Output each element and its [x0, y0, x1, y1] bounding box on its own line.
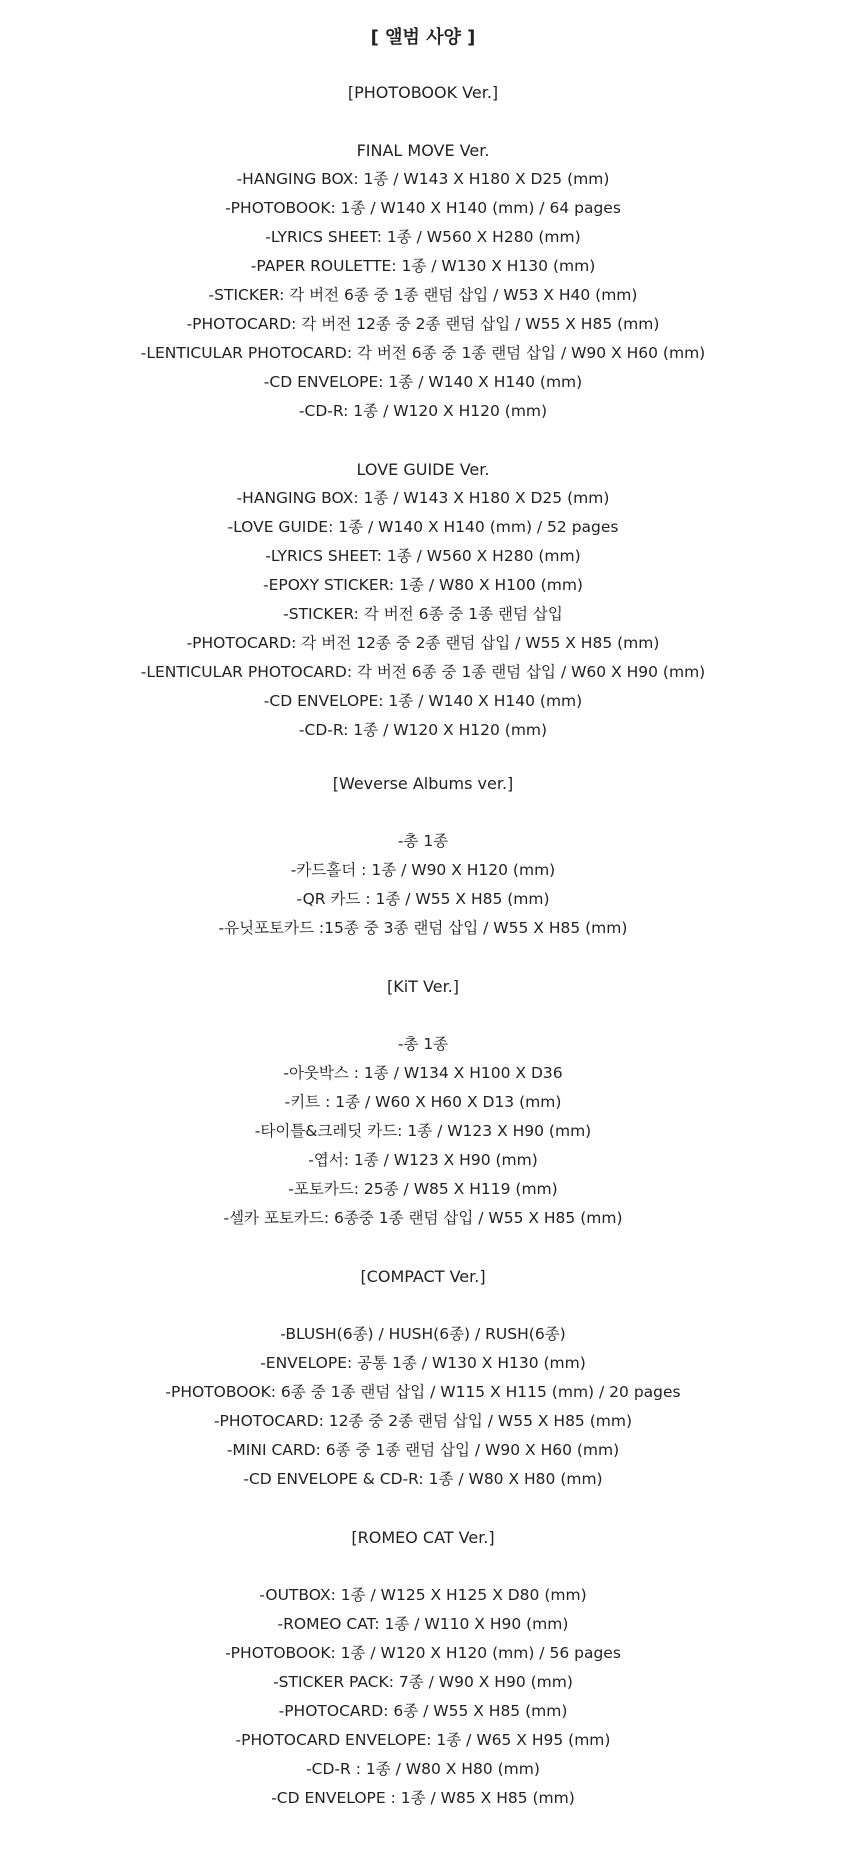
spec-line: -PHOTOCARD: 각 버전 12종 중 2종 랜덤 삽입 / W55 X H85 (mm) — [186, 315, 660, 333]
weverse-heading: [Weverse Albums ver.] — [332, 774, 514, 793]
spec-line: -HANGING BOX: 1종 / W143 X H180 X D25 (mm) — [236, 489, 610, 507]
spec-line: -PHOTOCARD: 각 버전 12종 중 2종 랜덤 삽입 / W55 X H85 (mm) — [186, 634, 660, 652]
romeo-cat-section — [0, 1523, 846, 1813]
kit-section — [0, 972, 846, 1233]
spec-line: -엽서: 1종 / W123 X H90 (mm) — [308, 1151, 538, 1169]
final-move-section — [0, 136, 846, 426]
spec-line: -PHOTOBOOK: 6종 중 1종 랜덤 삽입 / W115 X H115 (mm) / 20 pages — [165, 1383, 681, 1401]
spec-line: -STICKER: 각 버전 6종 중 1종 랜덤 삽입 / W53 X H40 (mm) — [208, 286, 638, 304]
spec-line: -LENTICULAR PHOTOCARD: 각 버전 6종 중 1종 랜덤 삽입 / W90 X H60 (mm) — [140, 344, 706, 362]
spec-line: -PHOTOCARD: 12종 중 2종 랜덤 삽입 / W55 X H85 (mm) — [213, 1412, 633, 1430]
photobook-heading: [PHOTOBOOK Ver.] — [347, 83, 499, 102]
spec-line: -ENVELOPE: 공통 1종 / W130 X H130 (mm) — [260, 1354, 586, 1372]
spec-line: -카드홀더 : 1종 / W90 X H120 (mm) — [290, 861, 556, 879]
spec-line: -CD-R: 1종 / W120 X H120 (mm) — [298, 402, 548, 420]
spec-line: -MINI CARD: 6종 중 1종 랜덤 삽입 / W90 X H60 (mm) — [226, 1441, 620, 1459]
final-move-heading: FINAL MOVE Ver. — [356, 141, 490, 160]
spec-line: -PHOTOBOOK: 1종 / W140 X H140 (mm) / 64 pages — [225, 199, 621, 217]
spec-line: -총 1종 — [397, 1035, 449, 1053]
spec-line: -PHOTOCARD: 6종 / W55 X H85 (mm) — [278, 1702, 568, 1720]
spec-line: -STICKER PACK: 7종 / W90 X H90 (mm) — [273, 1673, 573, 1691]
spec-line: -BLUSH(6종) / HUSH(6종) / RUSH(6종) — [280, 1325, 566, 1343]
spec-line: -타이틀&크레딧 카드: 1종 / W123 X H90 (mm) — [254, 1122, 592, 1140]
spec-line: -EPOXY STICKER: 1종 / W80 X H100 (mm) — [263, 576, 583, 594]
spec-line: -셀카 포토카드: 6종중 1종 랜덤 삽입 / W55 X H85 (mm) — [223, 1209, 623, 1227]
spec-line: -LENTICULAR PHOTOCARD: 각 버전 6종 중 1종 랜덤 삽입 / W60 X H90 (mm) — [140, 663, 706, 681]
spec-line: -OUTBOX: 1종 / W125 X H125 X D80 (mm) — [259, 1586, 587, 1604]
love-guide-heading: LOVE GUIDE Ver. — [356, 460, 490, 479]
page-title: [ 앨범 사양 ] — [370, 27, 476, 48]
spec-line: -CD ENVELOPE : 1종 / W85 X H85 (mm) — [271, 1789, 575, 1807]
spec-line: -PHOTOCARD ENVELOPE: 1종 / W65 X H95 (mm) — [235, 1731, 611, 1749]
weverse-section — [0, 769, 846, 943]
spec-line: -CD ENVELOPE: 1종 / W140 X H140 (mm) — [263, 692, 583, 710]
spec-line: -총 1종 — [397, 832, 449, 850]
spec-line: -LOVE GUIDE: 1종 / W140 X H140 (mm) / 52 pages — [227, 518, 619, 536]
spec-line: -PHOTOBOOK: 1종 / W120 X H120 (mm) / 56 pages — [225, 1644, 621, 1662]
spec-line: -CD ENVELOPE & CD-R: 1종 / W80 X H80 (mm) — [243, 1470, 603, 1488]
spec-line: -CD ENVELOPE: 1종 / W140 X H140 (mm) — [263, 373, 583, 391]
spec-line: -CD-R: 1종 / W120 X H120 (mm) — [298, 721, 548, 739]
spec-line: -PAPER ROULETTE: 1종 / W130 X H130 (mm) — [250, 257, 596, 275]
spec-line: -유닛포토카드 :15종 중 3종 랜덤 삽입 / W55 X H85 (mm) — [218, 919, 628, 937]
spec-line: -LYRICS SHEET: 1종 / W560 X H280 (mm) — [265, 228, 581, 246]
spec-line: -HANGING BOX: 1종 / W143 X H180 X D25 (mm) — [236, 170, 610, 188]
spec-line: -LYRICS SHEET: 1종 / W560 X H280 (mm) — [265, 547, 581, 565]
spec-line: -QR 카드 : 1종 / W55 X H85 (mm) — [296, 890, 550, 908]
spec-line: -아웃박스 : 1종 / W134 X H100 X D36 — [283, 1064, 563, 1082]
compact-heading: [COMPACT Ver.] — [360, 1267, 486, 1286]
spec-line: -ROMEO CAT: 1종 / W110 X H90 (mm) — [277, 1615, 569, 1633]
romeo-cat-heading: [ROMEO CAT Ver.] — [351, 1528, 495, 1547]
compact-section — [0, 1262, 846, 1494]
love-guide-section — [0, 455, 846, 745]
spec-line: -포토카드: 25종 / W85 X H119 (mm) — [288, 1180, 558, 1198]
spec-line: -CD-R : 1종 / W80 X H80 (mm) — [306, 1760, 540, 1778]
spec-line: -키트 : 1종 / W60 X H60 X D13 (mm) — [284, 1093, 562, 1111]
kit-heading: [KiT Ver.] — [386, 977, 460, 996]
spec-line: -STICKER: 각 버전 6종 중 1종 랜덤 삽입 — [283, 605, 563, 623]
